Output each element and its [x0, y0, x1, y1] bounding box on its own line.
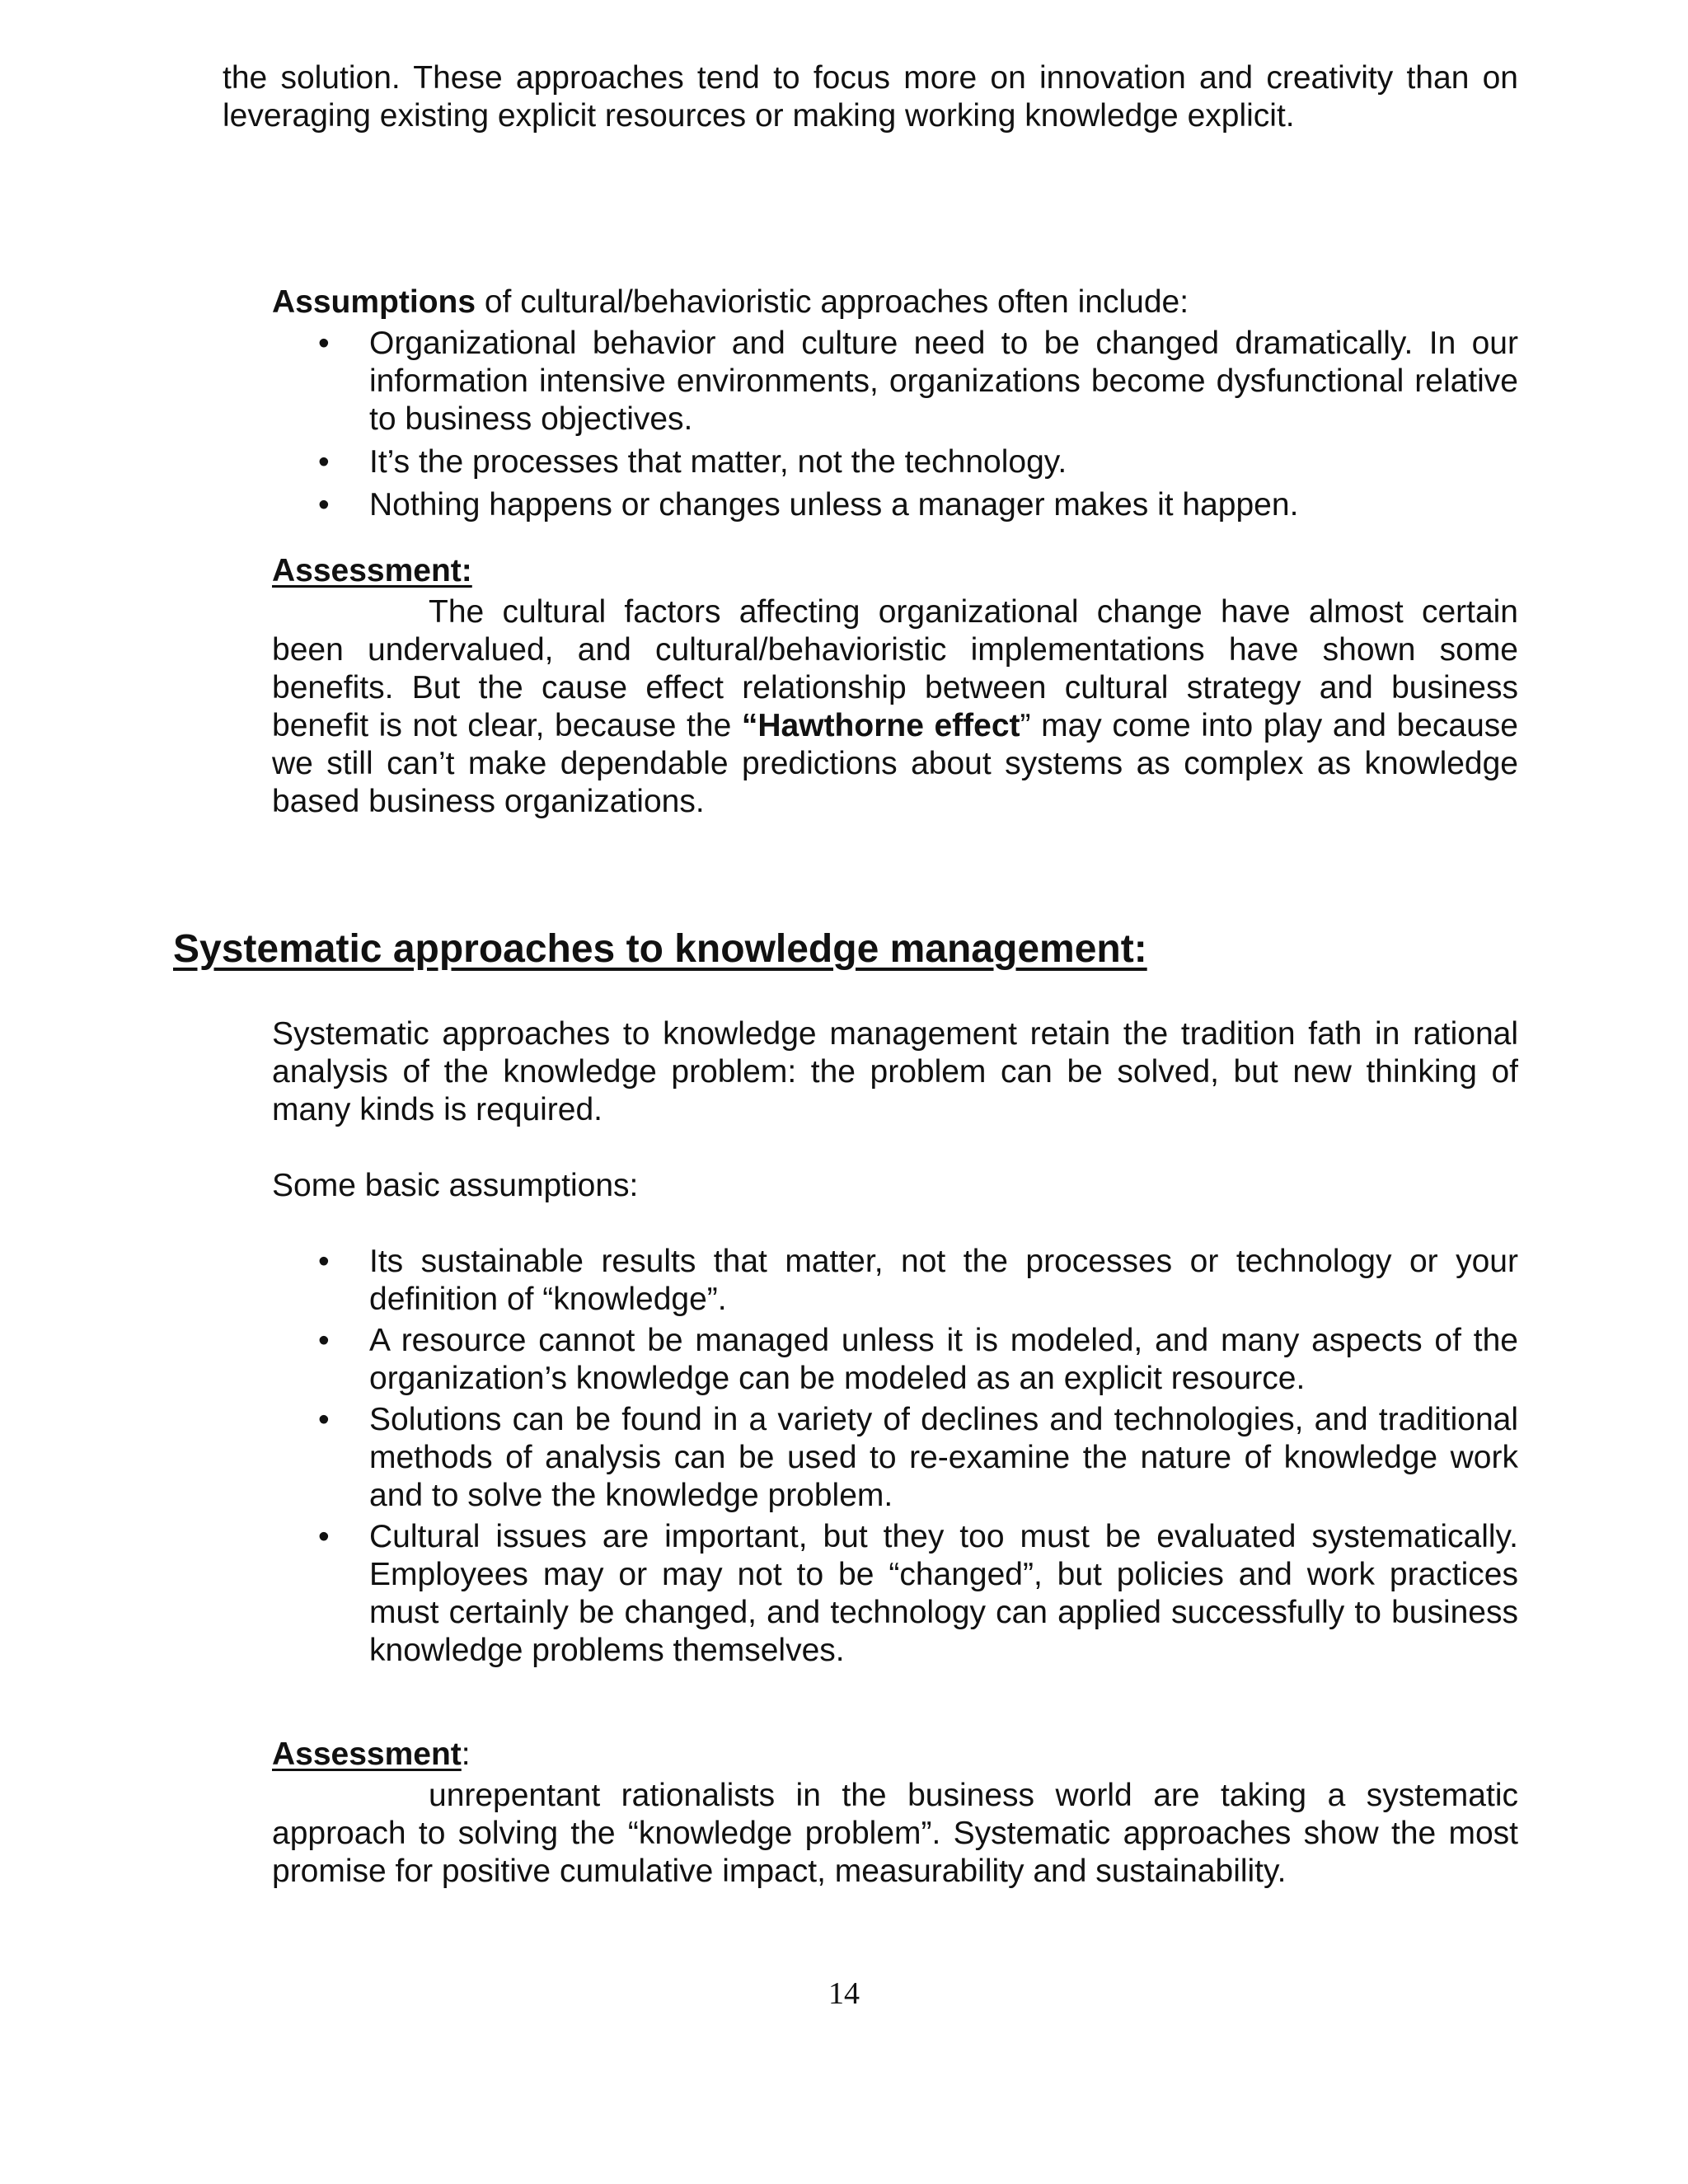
basic-assumptions-lead: Some basic assumptions:: [272, 1168, 639, 1203]
assumptions-lead-text: of cultural/behavioristic approaches often include:: [476, 284, 1189, 320]
intro-paragraph: the solution. These approaches tend to focus more on innovation and creativity than on leveraging existing explicit resources or making working knowledge explicit.: [223, 60, 1518, 134]
list-item: [272, 486, 1518, 524]
bullet-icon: •: [318, 1519, 330, 1554]
list-item-text: Organizational behavior and culture need to be changed dramatically. In our information intensive environments, organizations become dysfunctional relative to business objectives.: [369, 326, 1518, 437]
bullet-icon: •: [318, 1244, 330, 1279]
cultural-assessment-paragraph: [272, 593, 1518, 821]
list-item-text: Solutions can be found in a variety of declines and technologies, and traditional methods of analysis can be used to re-examine the nature of knowledge work and to solve the knowledge problem.: [369, 1402, 1518, 1513]
systematic-assumptions-list: [272, 1243, 1518, 1673]
bullet-icon: •: [318, 1402, 330, 1437]
list-item: [272, 325, 1518, 438]
list-item-text: Cultural issues are important, but they too must be evaluated systematically. Employees may or may not to be “changed”, but policies and work practices must certainly be changed, and technology can applied successfully to business knowledge problems themselves.: [369, 1519, 1518, 1668]
assessment-text-part1: The cultural factors affecting organizational change have almost certain been undervalued, and cultural/behavioristic implementations have shown some benefits. But the cause effect relationship between cultural strategy and business benefit is not clear, because the: [272, 594, 1518, 743]
list-item: [272, 1322, 1518, 1398]
cultural-assumptions-lead: [272, 284, 1518, 321]
list-item-text: It’s the processes that matter, not the technology.: [369, 444, 1067, 480]
bullet-icon: •: [318, 1323, 330, 1358]
list-item-text: Nothing happens or changes unless a manager makes it happen.: [369, 487, 1299, 523]
assumptions-bold-label: Assumptions: [272, 284, 476, 320]
systematic-assessment-heading: [272, 1736, 471, 1774]
list-item-text: A resource cannot be managed unless it is modeled, and many aspects of the organization’s knowledge can be modeled as an explicit resource.: [369, 1323, 1518, 1396]
section-heading: Systematic approaches to knowledge management:: [173, 927, 1147, 971]
bullet-icon: •: [318, 444, 330, 480]
list-item: [272, 1401, 1518, 1515]
systematic-intro-paragraph: Systematic approaches to knowledge management retain the tradition fath in rational analysis of the knowledge problem: the problem can be solved, but new thinking of many kinds is required.: [272, 1016, 1518, 1127]
list-item: [272, 1243, 1518, 1319]
assessment-text-part2: ” may come into play and because we still can’t make dependable predictions about systems as complex as knowledge based business organizations.: [272, 708, 1518, 819]
assessment-label: Assessment: [272, 1736, 462, 1772]
cultural-assumptions-list: [272, 325, 1518, 529]
list-item: [272, 1518, 1518, 1670]
assessment-colon: :: [461, 1736, 471, 1772]
list-item: [272, 443, 1518, 481]
systematic-assessment-paragraph: unrepentant rationalists in the business world are taking a systematic approach to solving the “knowledge problem”. Systematic approaches show the most promise for positive cumulative impact, measurability and sustainability.: [272, 1778, 1518, 1889]
cultural-assessment-heading: Assessment:: [272, 553, 472, 588]
bullet-icon: •: [318, 487, 330, 523]
list-item-text: Its sustainable results that matter, not the processes or technology or your definition of “knowledge”.: [369, 1244, 1518, 1317]
bullet-icon: •: [318, 326, 330, 361]
page-number: 14: [828, 1976, 860, 2011]
hawthorne-effect-term: “Hawthorne effect: [741, 708, 1020, 743]
